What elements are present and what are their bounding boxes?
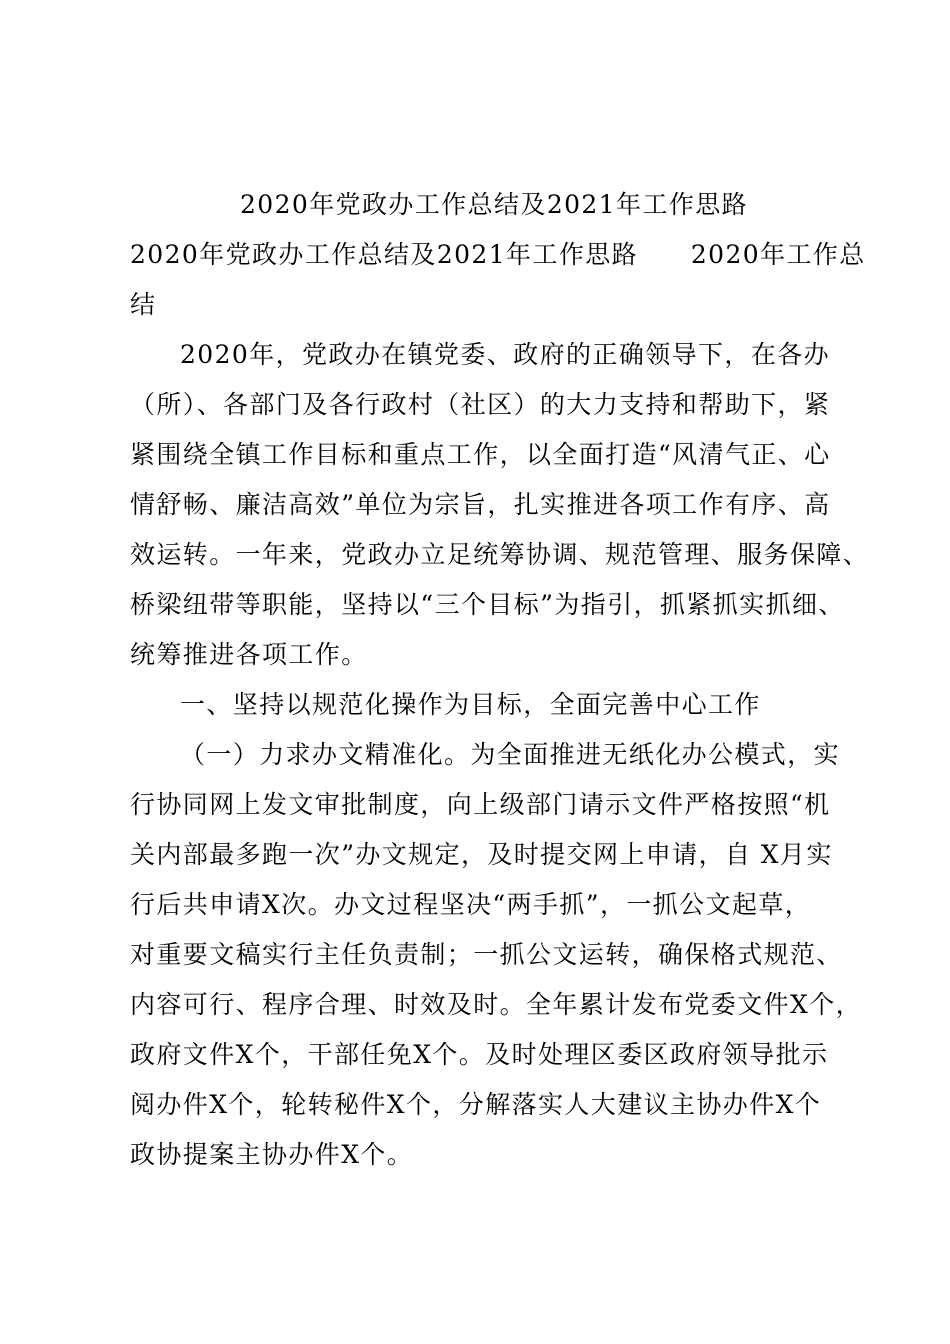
- document-title: 2020年党政办工作总结及2021年工作思路: [240, 190, 749, 219]
- text-line: 效运转。一年来，党政办立足统筹协调、规范管理、服务保障、: [130, 540, 870, 569]
- text-line: 阅办件X个，轮转秘件X个，分解落实人大建议主协办件X个: [130, 1090, 822, 1119]
- text-line: 2020年，党政办在镇党委、政府的正确领导下，在各办: [180, 340, 831, 369]
- text-line: 行协同网上发文审批制度，向上级部门请示文件严格按照“机: [130, 790, 831, 819]
- text-line: 桥梁纽带等职能，坚持以“三个目标”为指引，抓紧抓实抓细、: [130, 590, 845, 619]
- text-line: 情舒畅、廉洁高效”单位为宗旨，扎实推进各项工作有序、高: [130, 490, 831, 519]
- heading-line: 一、坚持以规范化操作为目标，全面完善中心工作: [180, 690, 761, 719]
- text-line: 紧围绕全镇工作目标和重点工作，以全面打造“风清气正、心: [130, 440, 831, 469]
- text-line: 政府文件X个，干部任免X个。及时处理区委区政府领导批示: [130, 1040, 829, 1069]
- subtitle-line: 2020年党政办工作总结及2021年工作思路 2020年工作总: [130, 240, 866, 269]
- text-line: 政协提案主协办件X个。: [130, 1140, 414, 1169]
- text-line: 行后共申请X次。办文过程坚决“两手抓”，一抓公文起草，: [130, 890, 812, 919]
- text-line: 内容可行、程序合理、时效及时。全年累计发布党委文件X个，: [130, 990, 863, 1019]
- text-line: （一）力求办文精准化。为全面推进无纸化办公模式，实: [180, 740, 841, 769]
- text-line: 统筹推进各项工作。: [130, 640, 368, 669]
- subtitle-line: 结: [130, 290, 157, 319]
- text-line: 对重要文稿实行主任负责制；一抓公文运转，确保格式规范、: [130, 940, 843, 969]
- text-line: （所）、各部门及各行政村（社区）的大力支持和帮助下，紧: [130, 390, 831, 419]
- text-line: 关内部最多跑一次”办文规定，及时提交网上申请，自 X月实: [130, 840, 833, 869]
